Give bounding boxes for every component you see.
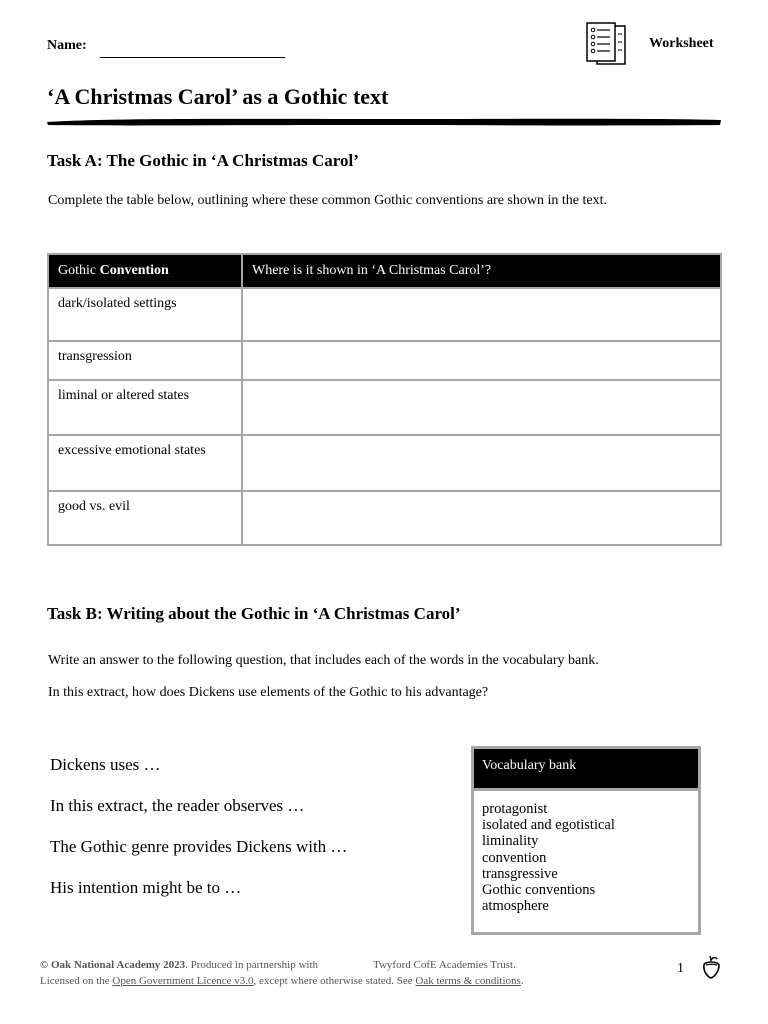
vocabulary-list bbox=[482, 801, 615, 914]
header-gothic-convention bbox=[48, 254, 242, 288]
produced-text: . Produced in partnership with bbox=[185, 959, 319, 971]
table-row bbox=[48, 491, 721, 545]
table-row bbox=[48, 435, 721, 491]
footer bbox=[40, 957, 524, 989]
task-b-heading: Task B: Writing about the Gothic in ‘A Christmas Carol’ bbox=[47, 604, 461, 623]
vocab-word: transgressive bbox=[482, 865, 558, 882]
vocab-word: convention bbox=[482, 849, 547, 866]
answer-cell[interactable] bbox=[242, 341, 721, 380]
licence-mid: , except where otherwise stated. See bbox=[253, 975, 416, 987]
vocab-word: Gothic conventions bbox=[482, 882, 596, 899]
sentence-starter: His intention might be to … bbox=[50, 878, 242, 897]
page-title: ‘A Christmas Carol’ as a Gothic text bbox=[47, 84, 389, 109]
name-label: Name: bbox=[47, 38, 87, 53]
task-a-instructions: Complete the table below, outlining where these common Gothic conventions are shown in the text. bbox=[48, 193, 607, 208]
task-b-question: In this extract, how does Dickens use elements of the Gothic to his advantage? bbox=[48, 685, 489, 700]
vocab-word: protagonist bbox=[482, 801, 548, 817]
vocab-word: atmosphere bbox=[482, 898, 549, 915]
task-b-instructions: Write an answer to the following question, that includes each of the words in the vocabulary bank. bbox=[48, 653, 599, 668]
footer-line-1 bbox=[40, 957, 524, 973]
licence-prefix: Licensed on the bbox=[40, 975, 113, 987]
convention-cell: good vs. evil bbox=[48, 491, 242, 545]
answer-cell[interactable] bbox=[242, 380, 721, 435]
open-government-licence-link[interactable]: Open Government Licence v3.0 bbox=[112, 975, 254, 987]
worksheet-label: Worksheet bbox=[649, 36, 714, 51]
page-number: 1 bbox=[677, 961, 684, 976]
gothic-conventions-table bbox=[47, 253, 722, 546]
task-a-heading: Task A: The Gothic in ‘A Christmas Carol’ bbox=[47, 151, 359, 170]
table-row bbox=[48, 341, 721, 380]
answer-cell[interactable] bbox=[242, 491, 721, 545]
name-field-line[interactable] bbox=[100, 57, 285, 58]
table-row bbox=[48, 380, 721, 435]
answer-cell[interactable] bbox=[242, 435, 721, 491]
licence-end: . bbox=[520, 975, 524, 987]
partner-text: Twyford CofE Academies Trust. bbox=[373, 959, 516, 971]
vocab-word: isolated and egotistical bbox=[482, 817, 615, 834]
vocab-word: liminality bbox=[482, 833, 539, 850]
header-where-shown: Where is it shown in ‘A Christmas Carol’? bbox=[242, 254, 721, 288]
vocabulary-bank bbox=[471, 746, 701, 935]
header-col1-bold: Convention bbox=[99, 263, 169, 278]
header-col1-prefix: Gothic bbox=[58, 263, 100, 278]
convention-cell: liminal or altered states bbox=[48, 380, 242, 435]
vocabulary-bank-title: Vocabulary bank bbox=[474, 749, 698, 791]
convention-cell: transgression bbox=[48, 341, 242, 380]
sentence-starter: Dickens uses … bbox=[50, 755, 161, 774]
table-row bbox=[48, 288, 721, 341]
sentence-starter: The Gothic genre provides Dickens with … bbox=[50, 837, 348, 856]
convention-cell: dark/isolated settings bbox=[48, 288, 242, 341]
copyright-text: © Oak National Academy 2023 bbox=[40, 959, 186, 971]
sentence-starter: In this extract, the reader observes … bbox=[50, 796, 305, 815]
worksheet-checklist-icon bbox=[585, 22, 629, 68]
answer-cell[interactable] bbox=[242, 288, 721, 341]
title-underline-brushstroke bbox=[46, 115, 722, 127]
footer-line-2 bbox=[40, 973, 524, 989]
oak-acorn-icon bbox=[699, 953, 723, 981]
oak-terms-link[interactable]: Oak terms & conditions bbox=[415, 975, 521, 987]
table-header-row bbox=[48, 254, 721, 288]
convention-cell: excessive emotional states bbox=[48, 435, 242, 491]
